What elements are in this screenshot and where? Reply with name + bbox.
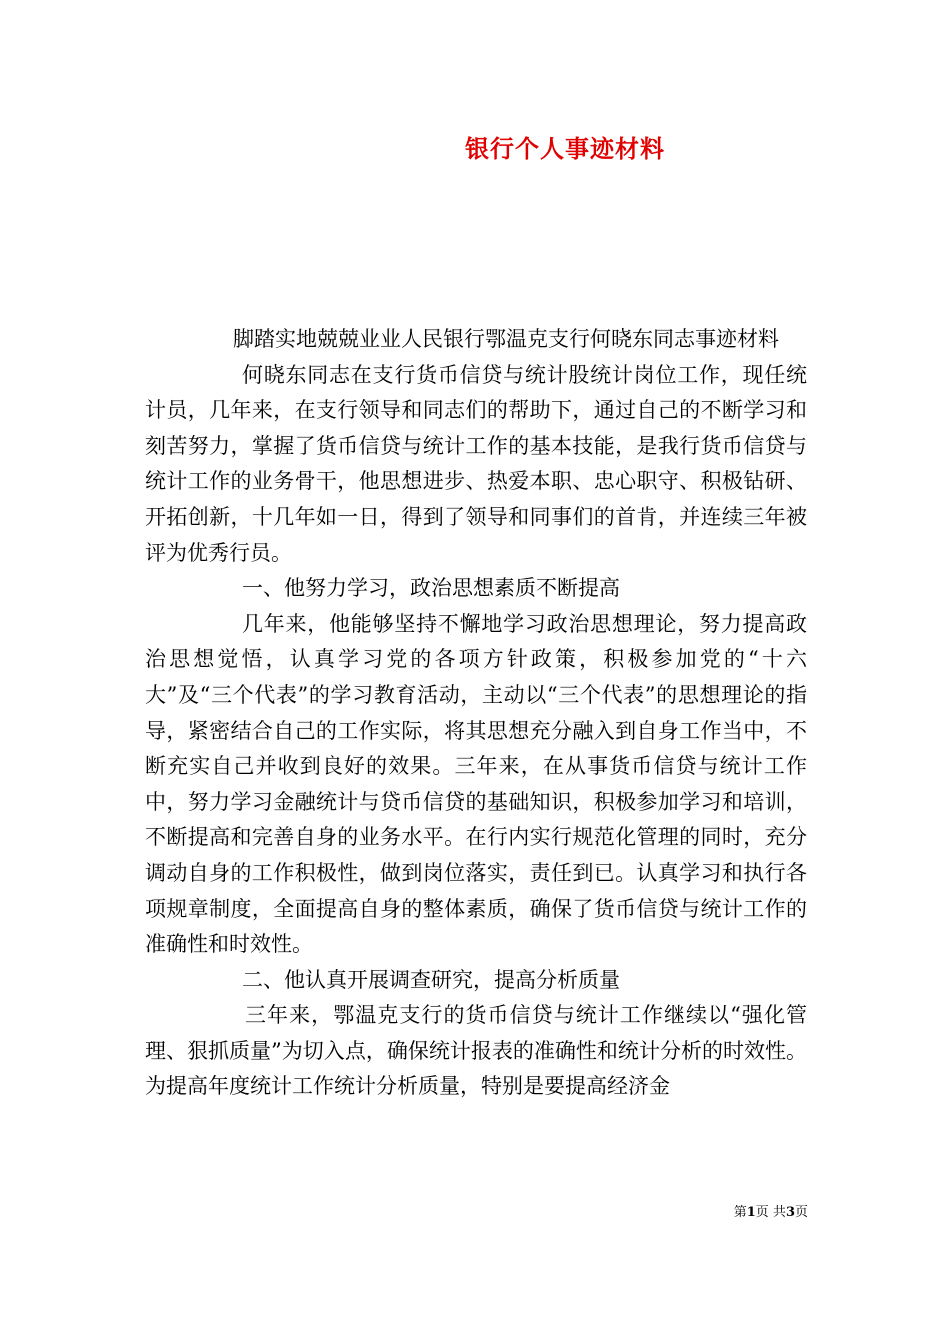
footer-current-page: 1 [746,1205,756,1220]
paragraph-section-2: 三年来，鄂温克支行的货币信贷与统计工作继续以“强化管理、狠抓质量”为切入点，确保统计报表的准确性和统计分析的时效性。为提高年度统计工作统计分析质量，特别是要提高经济金 [145,1003,807,1099]
paragraph-subtitle: 脚踏实地兢兢业业人民银行鄂温克支行何晓东同志事迹材料 [233,327,779,351]
paragraph-intro: 何晓东同志在支行货币信贷与统计股统计岗位工作，现任统计员，几年来，在支行领导和同志们的帮助下，通过自己的不断学习和刻苦努力，掌握了货币信贷与统计工作的基本技能，是我行货币信贷与统计工作的业务骨干，他思想进步、热爱本职、忠心职守、积极钻研、开拓创新，十几年如一日，得到了领导和同事们的首肯，并连续三年被评为优秀行员。 [145,362,807,565]
document-body [145,322,807,1105]
footer-suffix: 页 [794,1205,808,1220]
footer-total-pages: 3 [785,1205,795,1220]
section-heading-1: 一、他努力学习，政治思想素质不断提高 [242,576,620,601]
footer-prefix: 第 [733,1205,747,1220]
footer-middle: 页 共 [755,1205,786,1220]
page-number-footer [734,1204,808,1222]
section-heading-2: 二、他认真开展调查研究，提高分析质量 [242,967,620,992]
document-title: 银行个人事迹材料 [465,134,665,163]
paragraph-section-1: 几年来，他能够坚持不懈地学习政治思想理论，努力提高政治思想觉悟，认真学习党的各项方针政策，积极参加党的“十六大”及“三个代表”的学习教育活动，主动以“三个代表”的思想理论的指导，紧密结合自己的工作实际，将其思想充分融入到自身工作当中，不断充实自己并收到良好的效果。三年来，在从事货币信贷与统计工作中，努力学习金融统计与贷币信贷的基础知识，积极参加学习和培训，不断提高和完善自身的业务水平。在行内实行规范化管理的同时，充分调动自身的工作积极性，做到岗位落实，责任到已。认真学习和执行各项规章制度，全面提高自身的整体素质，确保了货币信贷与统计工作的准确性和时效性。 [145,611,807,957]
